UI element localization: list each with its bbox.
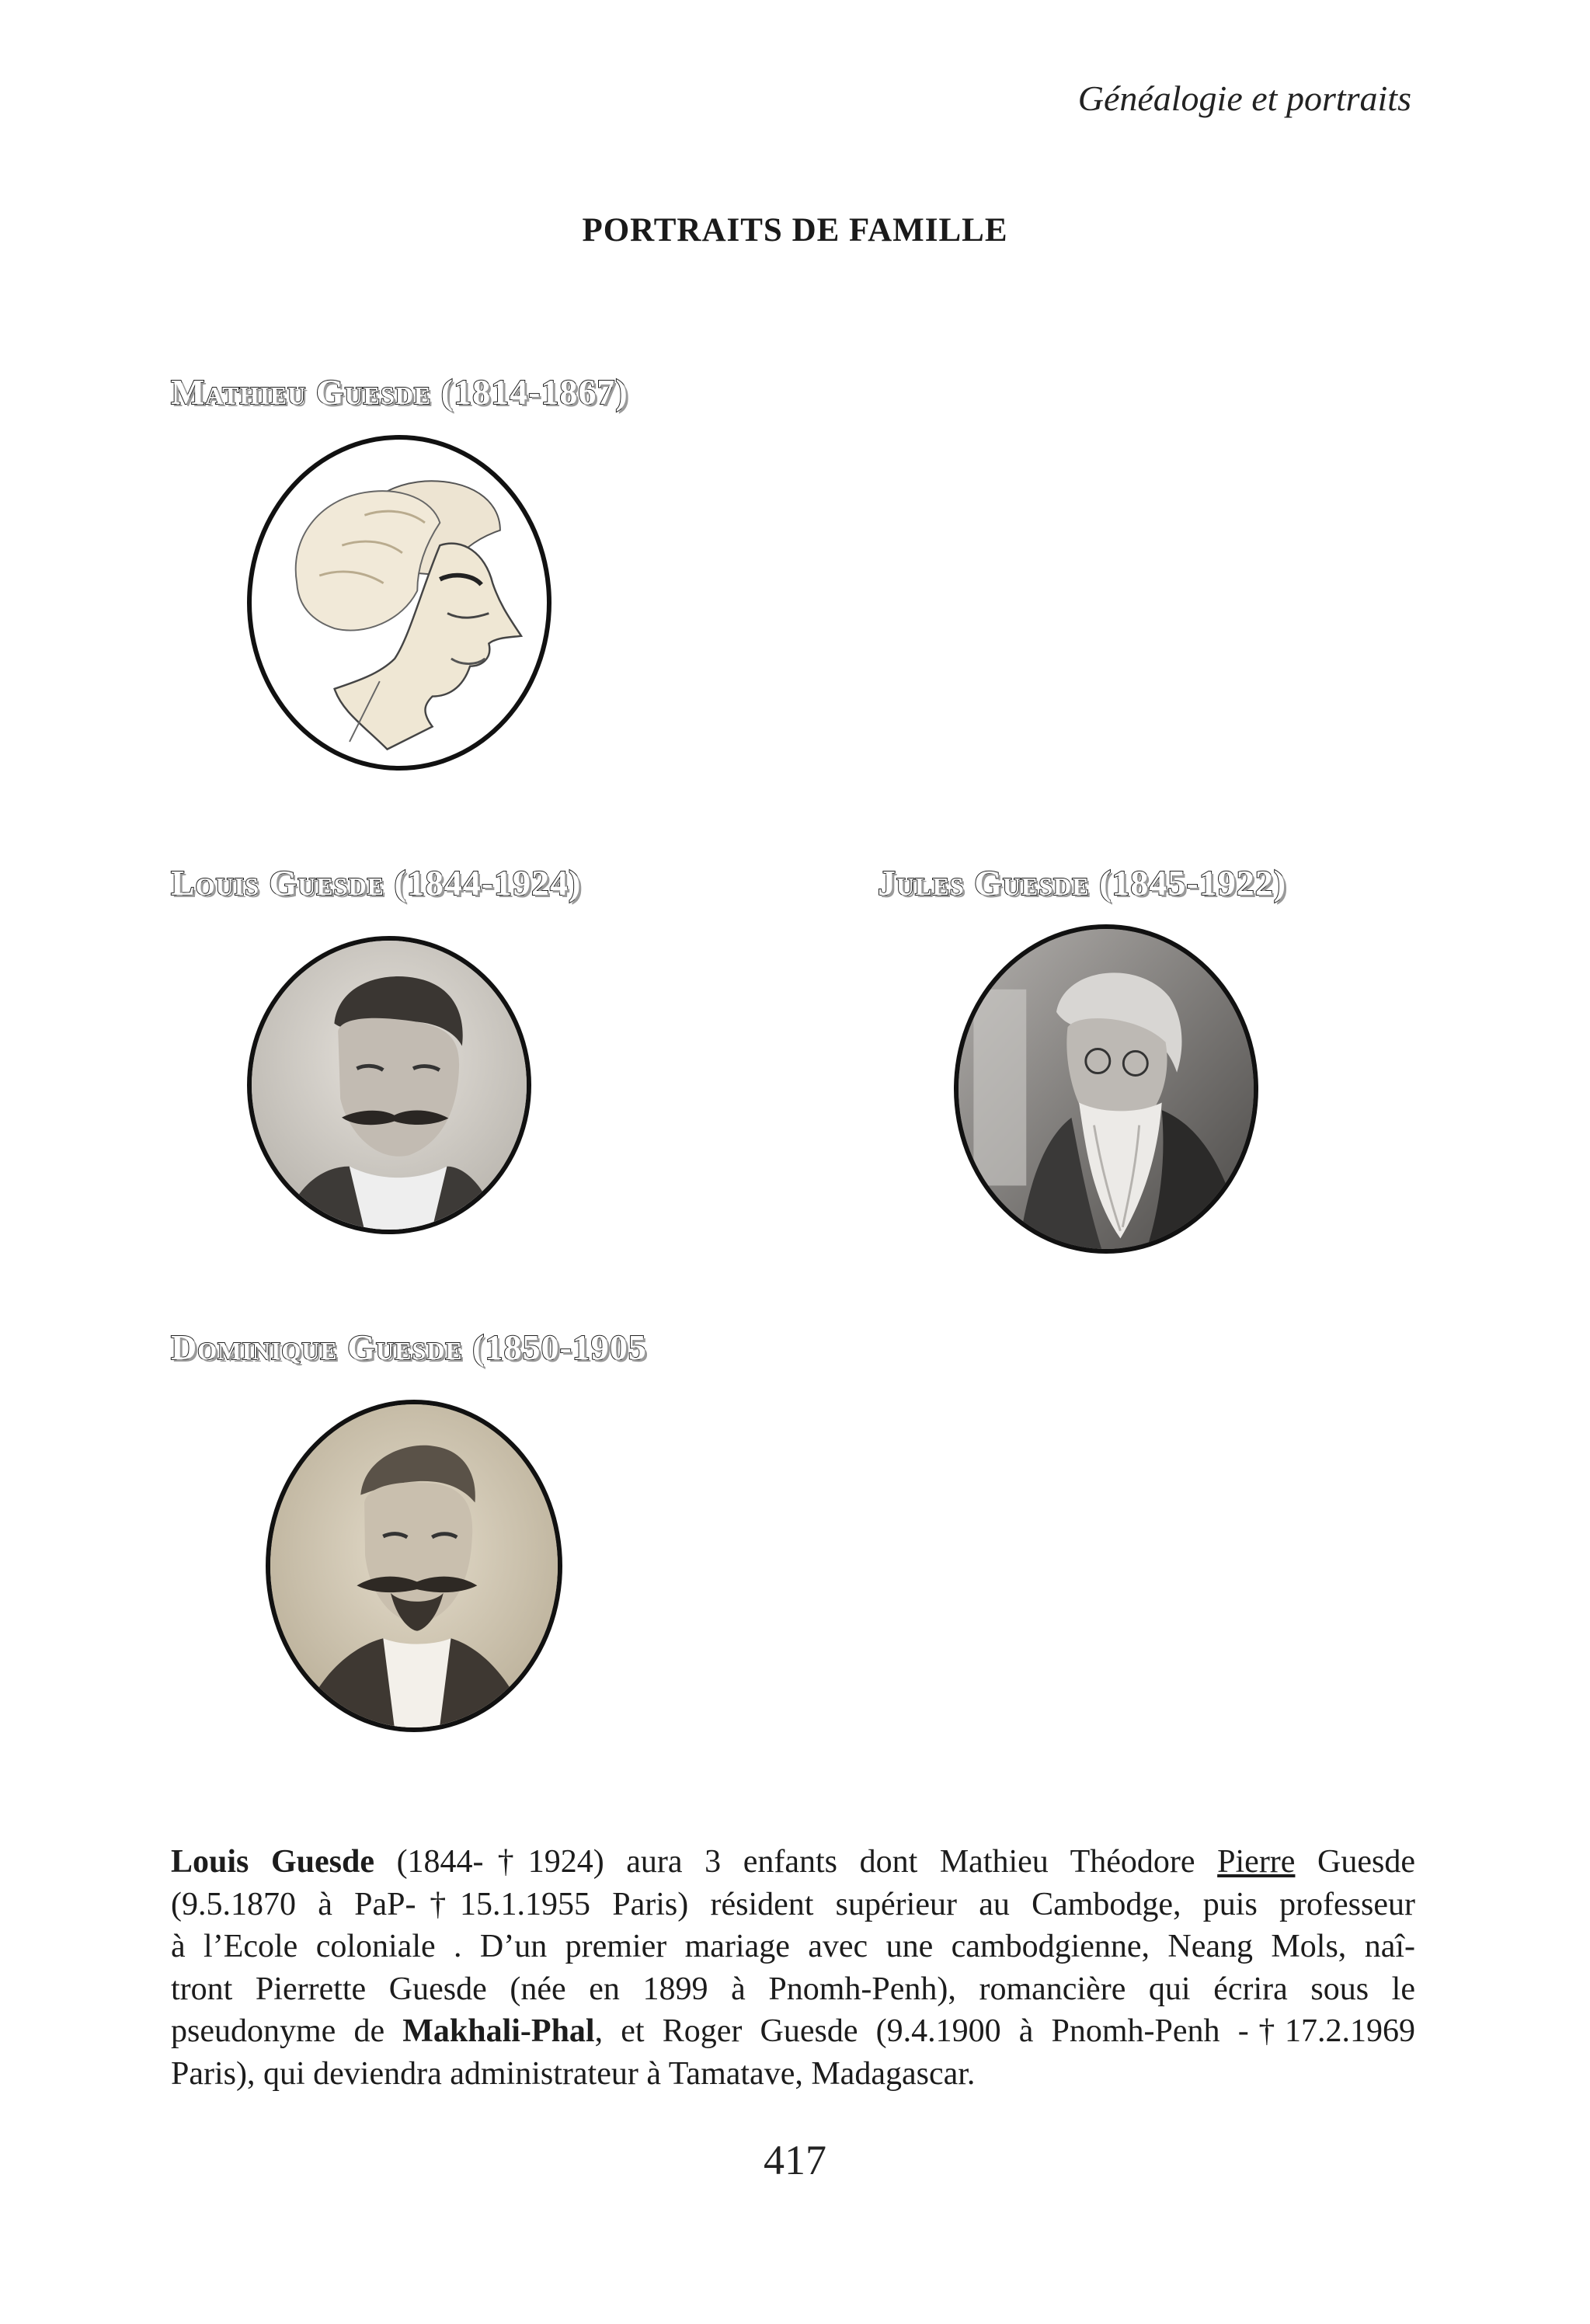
bio-line-1: Louis Guesde (1844-†1924) aura 3 enfants dont Mathieu Théodore Pierre Guesde [171,1844,1415,1880]
portrait-louis-photo [247,936,531,1234]
bio-line-4: tront Pierrette Guesde (née en 1899 à Pnomh-Penh), romancière qui écrira sous le [171,1971,1415,2007]
running-head: Généalogie et portraits [1077,78,1411,118]
portrait-name-louis: Louis Guesde (1844-1924) [171,863,582,903]
bio-line-3: à l’Ecole coloniale . D’un premier mariage avec une cambodgienne, Neang Mols, naî- [171,1929,1415,1964]
bio-line-5: pseudonyme de Makhali-Phal, et Roger Guesde (9.4.1900 à Pnomh-Penh -†17.2.1969 [171,2013,1415,2049]
bio-subject-name: Louis Guesde [171,1844,374,1880]
biography-paragraph [171,1841,1415,2095]
bio-underlined-name: Pierre [1217,1844,1296,1880]
portrait-jules-photo [954,924,1258,1254]
portrait-name-dominique: Dominique Guesde (1850-1905 [171,1327,647,1367]
bio-line-6: Paris), qui deviendra administrateur à Tamatave, Madagascar. [171,2055,976,2092]
bio-line-2: (9.5.1870 à PaP-†15.1.1955 Paris) résident supérieur au Cambodge, puis professeur [171,1886,1415,1922]
page-number: 417 [764,2137,826,2183]
portrait-mathieu-caricature [247,435,551,771]
bio-pseudonym: Makhali-Phal [402,2013,595,2049]
portrait-dominique-photo [266,1400,562,1732]
portrait-name-mathieu: Mathieu Guesde (1814-1867) [171,372,628,412]
portrait-name-jules: Jules Guesde (1845-1922) [878,863,1287,903]
page-title: PORTRAITS DE FAMILLE [582,212,1008,249]
